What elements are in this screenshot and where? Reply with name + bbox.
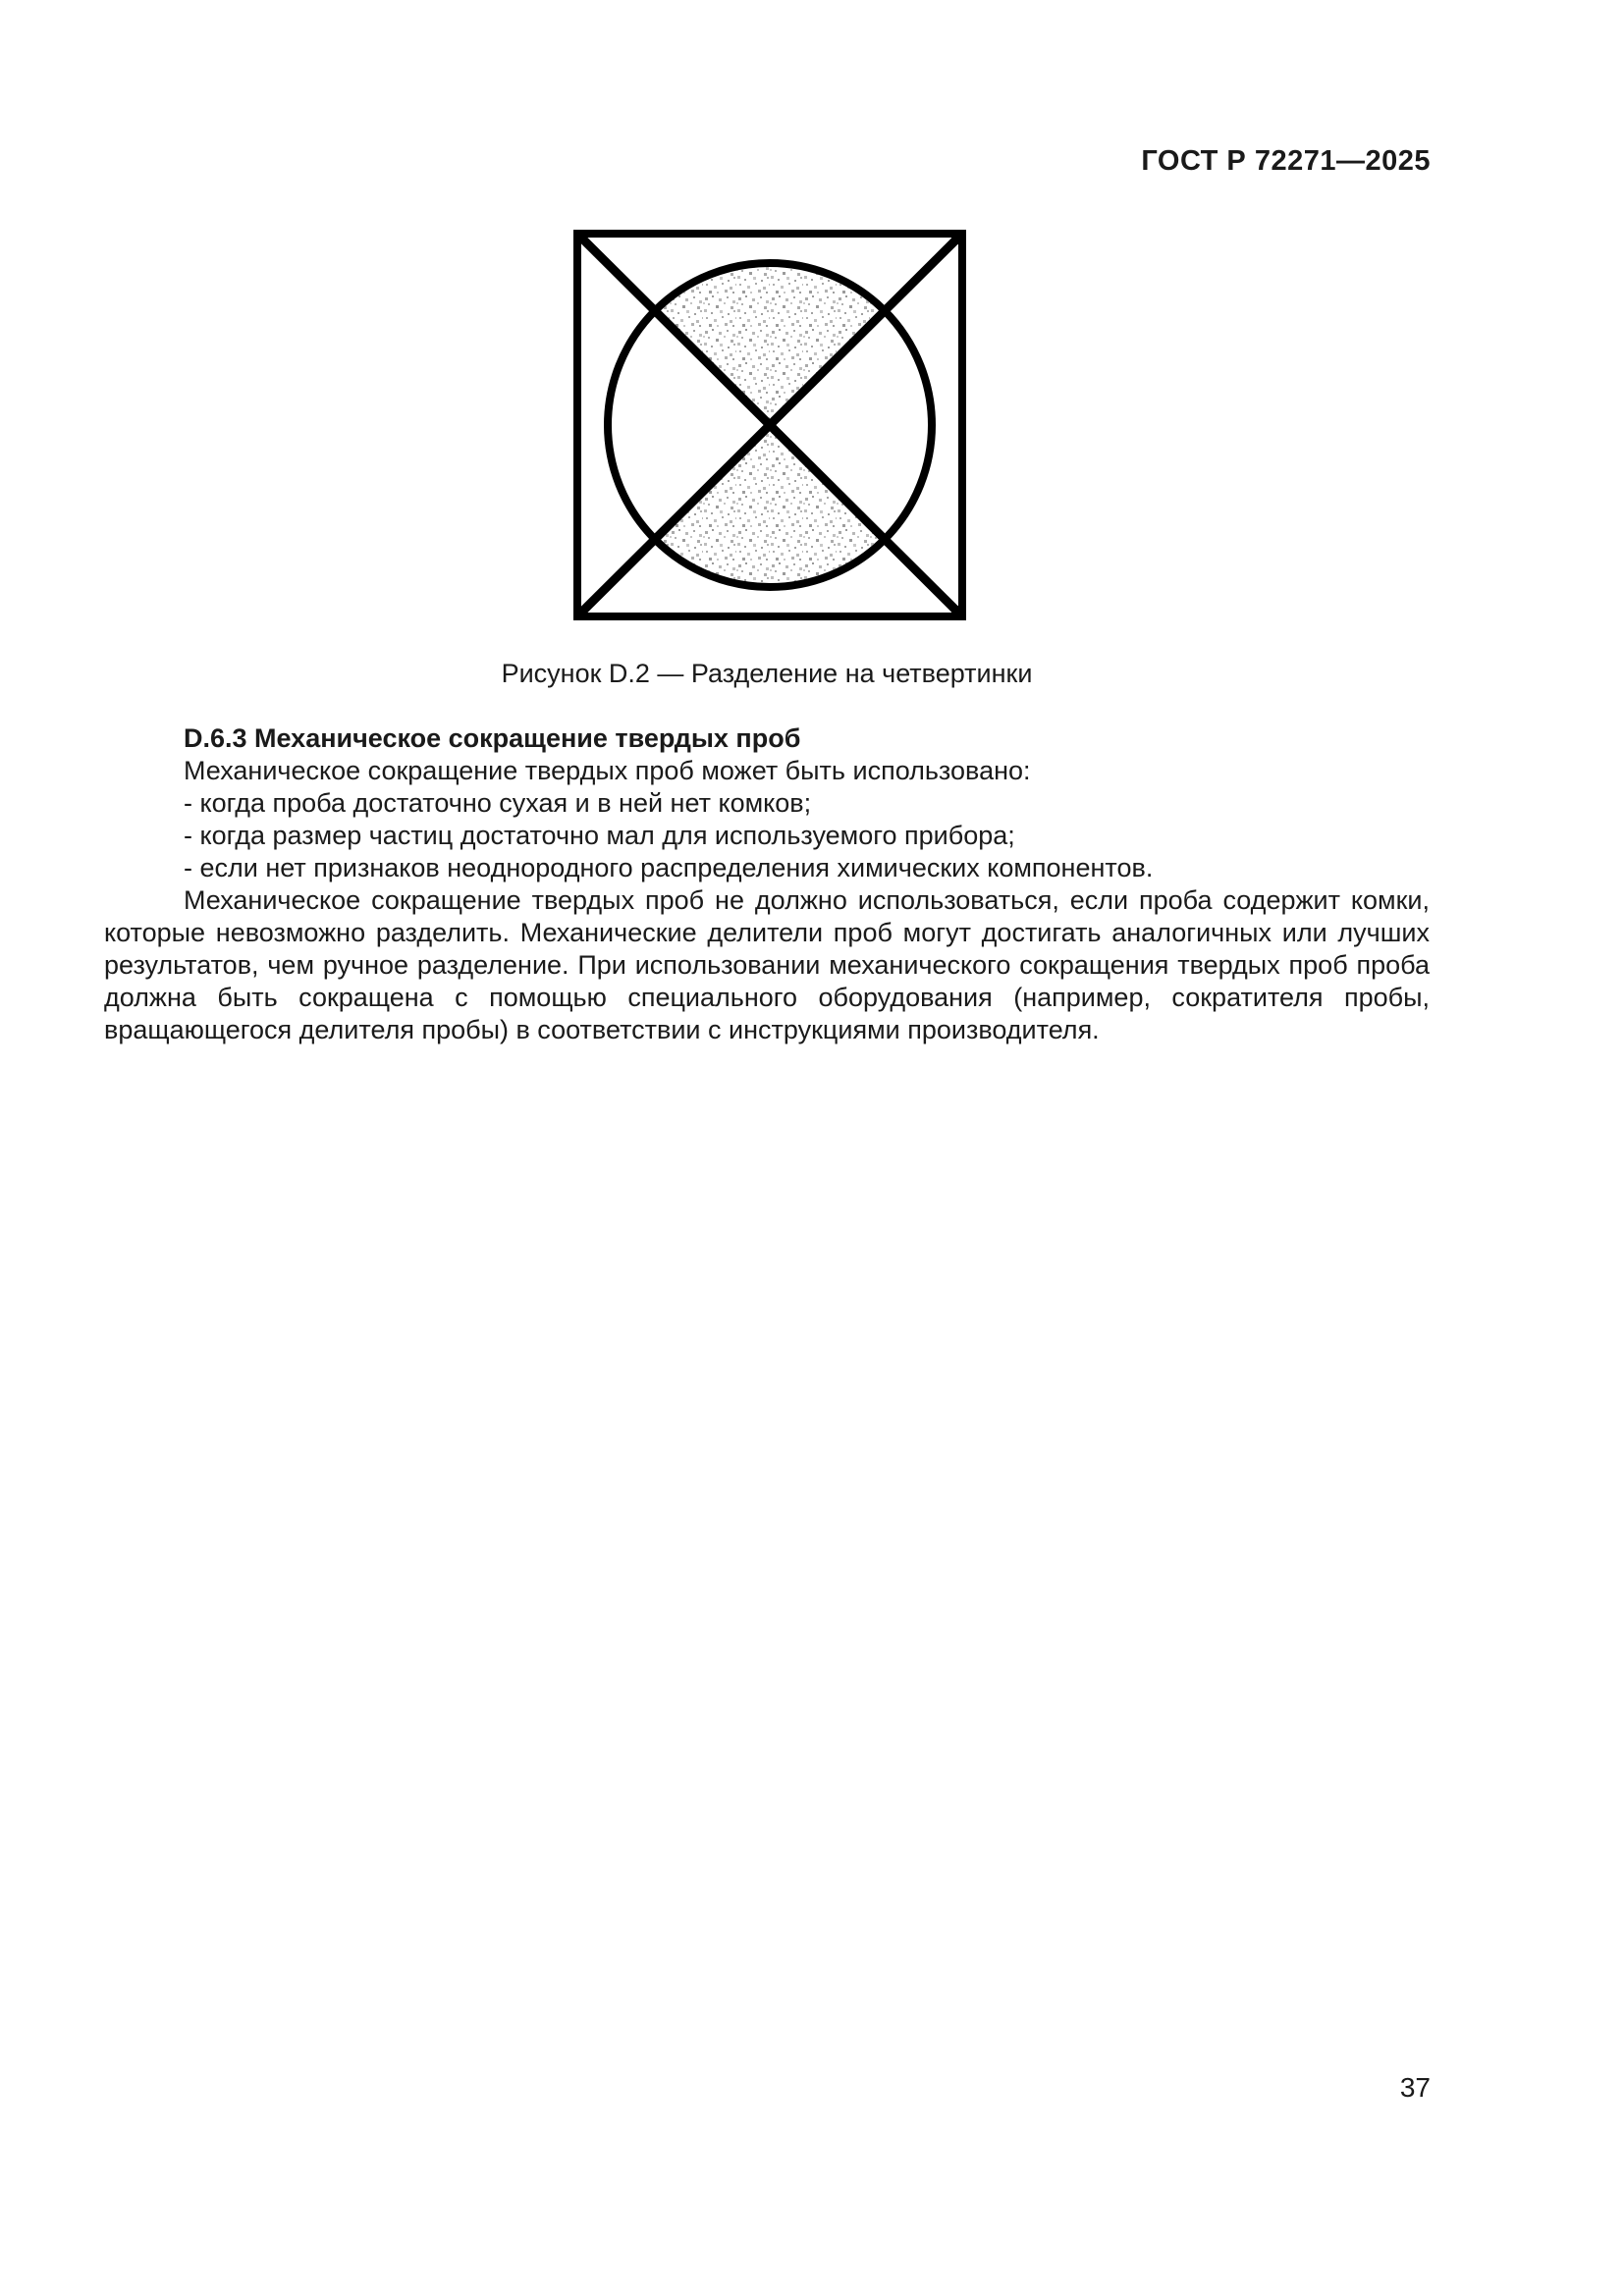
- section-heading: D.6.3 Механическое сокращение твердых проб: [184, 723, 801, 753]
- bullet-item: - если нет признаков неоднородного распределения химических компонентов.: [184, 853, 1154, 882]
- figure-d2: [569, 228, 972, 628]
- section-intro-line: Механическое сокращение твердых проб может быть использовано:: [184, 756, 1031, 785]
- quartering-diagram-icon: [569, 228, 972, 628]
- section-d63: [104, 722, 1430, 1046]
- bullet-item: - когда размер частиц достаточно мал для используемого прибора;: [184, 821, 1015, 850]
- bullet-item: - когда проба достаточно сухая и в ней нет комков;: [184, 788, 812, 818]
- section-paragraph: Механическое сокращение твердых проб не должно использоваться, если проба содержит комки, которые невозможно разделить. Механические делители проб могут достигать аналогичных или лучших результатов, чем ручное разделение. При использовании механического сокращения твердых проб проба должна быть сокращена с помощью специального оборудования (например, сократителя пробы, вращающегося делителя пробы) в соответствии с инструкциями производителя.: [104, 885, 1430, 1044]
- figure-caption: Рисунок D.2 — Разделение на четвертинки: [501, 659, 1033, 688]
- page-number: 37: [1399, 2072, 1431, 2103]
- standard-number-header: ГОСТ Р 72271—2025: [1141, 145, 1431, 177]
